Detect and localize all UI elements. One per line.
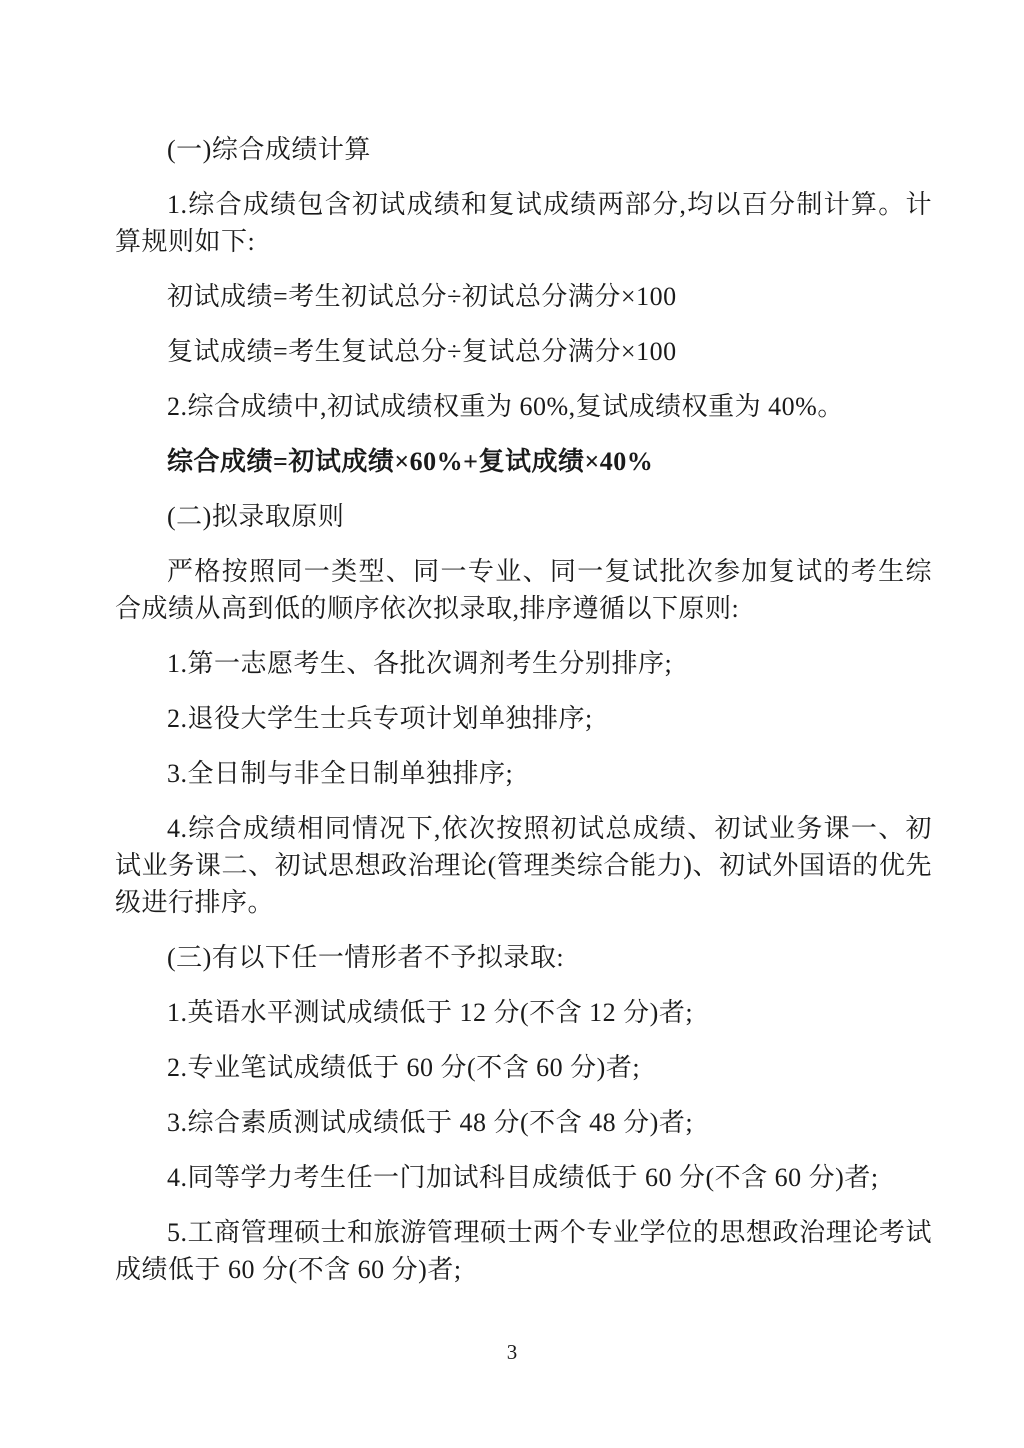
list-item-rejection-condition-1: 1.英语水平测试成绩低于 12 分(不含 12 分)者; (167, 998, 694, 1027)
section-heading-rejection-conditions: (三)有以下任一情形者不予拟录取: (167, 943, 565, 972)
section-heading-composite-score-calculation: (一)综合成绩计算 (167, 135, 371, 164)
section-heading-admission-principles: (二)拟录取原则 (167, 502, 345, 531)
page-number: 3 (506, 1340, 518, 1364)
list-item-ranking-rule-4: 4.综合成绩相同情况下,依次按照初试总成绩、初试业务课一、初试业务课二、初试思想政治理论(管理类综合能力)、初试外国语的优先级进行排序。 (115, 814, 932, 917)
list-item-rejection-condition-2: 2.专业笔试成绩低于 60 分(不含 60 分)者; (167, 1053, 641, 1082)
list-item-rejection-condition-4: 4.同等学力考生任一门加试科目成绩低于 60 分(不含 60 分)者; (167, 1163, 879, 1192)
para-score-weights: 2.综合成绩中,初试成绩权重为 60%,复试成绩权重为 40%。 (167, 392, 844, 421)
list-item-rejection-condition-5: 5.工商管理硕士和旅游管理硕士两个专业学位的思想政治理论考试成绩低于 60 分(不含 60 分)者; (115, 1218, 932, 1284)
formula-initial-exam-score: 初试成绩=考生初试总分÷初试总分满分×100 (167, 282, 677, 311)
document-body (115, 131, 932, 1306)
para-admission-ranking-intro: 严格按照同一类型、同一专业、同一复试批次参加复试的考生综合成绩从高到低的顺序依次拟录取,排序遵循以下原则: (115, 557, 932, 623)
para-score-composition-rule: 1.综合成绩包含初试成绩和复试成绩两部分,均以百分制计算。计算规则如下: (115, 190, 932, 256)
list-item-ranking-rule-1: 1.第一志愿考生、各批次调剂考生分别排序; (167, 649, 673, 678)
list-item-ranking-rule-3: 3.全日制与非全日制单独排序; (167, 759, 514, 788)
formula-retest-score: 复试成绩=考生复试总分÷复试总分满分×100 (167, 337, 677, 366)
list-item-rejection-condition-3: 3.综合素质测试成绩低于 48 分(不含 48 分)者; (167, 1108, 694, 1137)
list-item-ranking-rule-2: 2.退役大学生士兵专项计划单独排序; (167, 704, 593, 733)
formula-composite-score: 综合成绩=初试成绩×60%+复试成绩×40% (167, 447, 654, 476)
